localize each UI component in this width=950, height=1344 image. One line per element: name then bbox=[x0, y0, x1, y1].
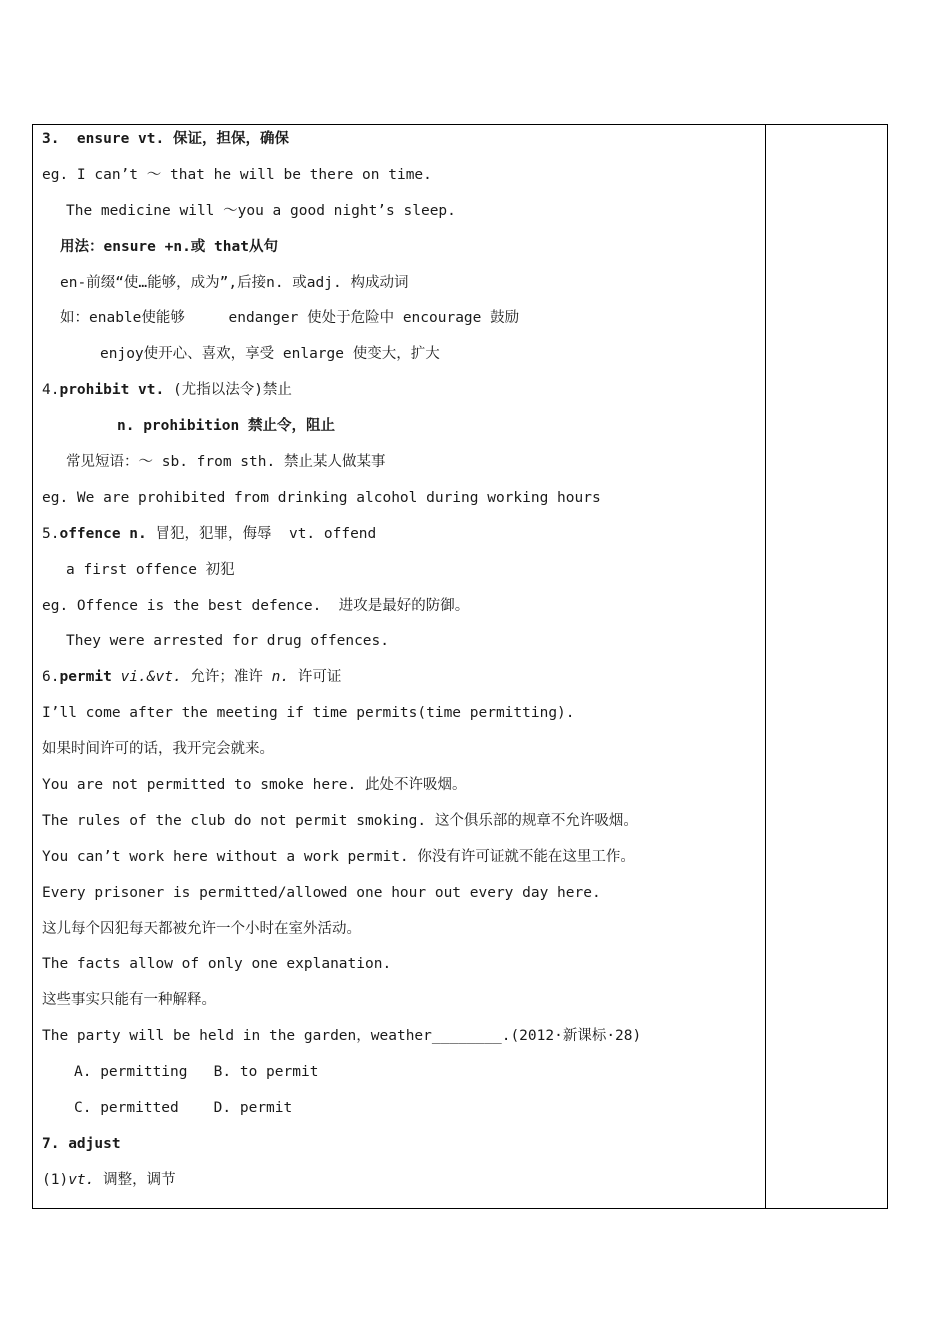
heading-permit: 6.permit vi.&vt. 允许；准许 n. 许可证 bbox=[42, 669, 342, 686]
usage-line: 用法：ensure +n.或 that从句 bbox=[60, 238, 278, 255]
text-line: 如果时间许可的话，我开完会就来。 bbox=[42, 741, 274, 758]
heading-adjust: 7. adjust bbox=[42, 1135, 121, 1152]
exercise-options: C. permitted D. permit bbox=[74, 1100, 293, 1117]
text-line: eg. Offence is the best defence. 进攻是最好的防御。 bbox=[42, 597, 470, 614]
text-line: 如：enable使能够 endanger 使处于危险中 encourage 鼓励 bbox=[60, 310, 520, 327]
document-table bbox=[32, 124, 888, 1209]
text-line: 这些事实只能有一种解释。 bbox=[42, 992, 216, 1009]
heading-offence: 5.offence n. 冒犯，犯罪，侮辱 vt. offend bbox=[42, 525, 377, 542]
text-line: You are not permitted to smoke here. 此处不许吸烟。 bbox=[42, 777, 467, 794]
left-cell-content bbox=[42, 125, 757, 1202]
text-line: eg. We are prohibited from drinking alcohol during working hours bbox=[42, 489, 601, 506]
text-line: The facts allow of only one explanation. bbox=[42, 956, 392, 973]
text-line: 这儿每个囚犯每天都被允许一个小时在室外活动。 bbox=[42, 920, 361, 937]
text-line: eg. I can’t ～ that he will be there on time. bbox=[42, 166, 432, 183]
text-line: They were arrested for drug offences. bbox=[66, 633, 390, 650]
heading-ensure: 3. ensure vt. 保证，担保，确保 bbox=[42, 131, 289, 147]
text-line: Every prisoner is permitted/allowed one hour out every day here. bbox=[42, 884, 601, 901]
table-column-divider bbox=[765, 125, 766, 1208]
text-line: The rules of the club do not permit smoking. 这个俱乐部的规章不允许吸烟。 bbox=[42, 812, 638, 829]
text-line: I’ll come after the meeting if time permits(time permitting). bbox=[42, 705, 575, 722]
text-line: You can’t work here without a work permit. 你没有许可证就不能在这里工作。 bbox=[42, 848, 635, 865]
text-line: (1)vt. 调整，调节 bbox=[42, 1171, 176, 1188]
exercise-options: A. permitting B. to permit bbox=[74, 1064, 319, 1081]
heading-prohibit: 4.prohibit vt. (尤指以法令)禁止 bbox=[42, 382, 292, 399]
text-line: n. prohibition 禁止令，阻止 bbox=[117, 418, 335, 435]
text-line: The medicine will ～you a good night’s sleep. bbox=[66, 202, 456, 219]
exercise-question: The party will be held in the garden，weather________.(2012·新课标·28) bbox=[42, 1028, 642, 1045]
text-line: 常见短语：～ sb. from sth. 禁止某人做某事 bbox=[66, 454, 386, 471]
text-line: en-前缀“使…能够，成为”,后接n. 或adj. 构成动词 bbox=[60, 274, 409, 291]
text-line: a first offence 初犯 bbox=[66, 561, 235, 578]
text-line: enjoy使开心、喜欢，享受 enlarge 使变大，扩大 bbox=[100, 346, 440, 363]
